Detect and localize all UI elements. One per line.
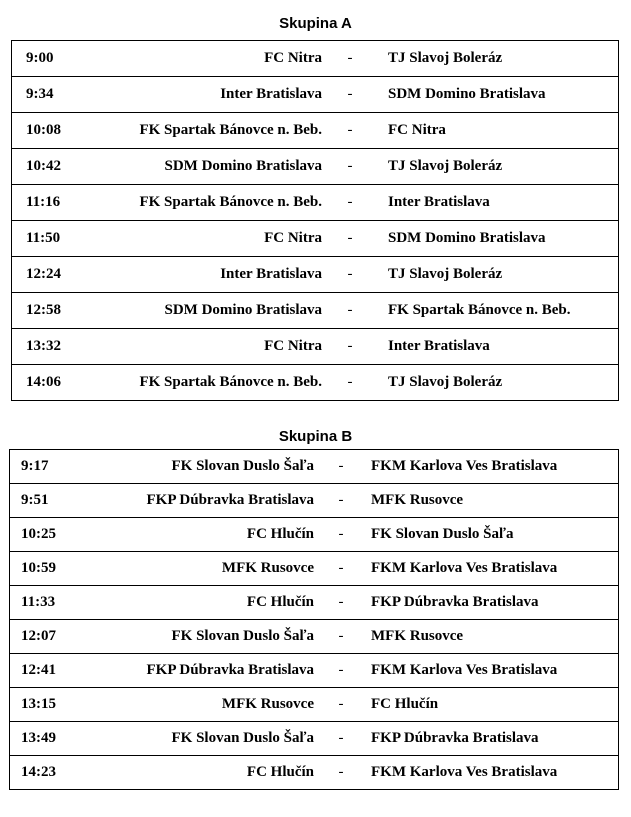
- vs-separator: -: [322, 113, 378, 149]
- away-team: Inter Bratislava: [378, 185, 619, 221]
- home-team: FK Spartak Bánovce n. Beb.: [96, 185, 322, 221]
- vs-separator: -: [322, 41, 378, 77]
- vs-separator: -: [314, 518, 368, 552]
- home-team: FC Nitra: [96, 329, 322, 365]
- vs-separator: -: [322, 329, 378, 365]
- vs-separator: -: [314, 484, 368, 518]
- away-team: TJ Slavoj Boleráz: [378, 149, 619, 185]
- match-row: [10, 586, 619, 620]
- away-team: FKM Karlova Ves Bratislava: [368, 756, 619, 790]
- vs-separator: -: [322, 293, 378, 329]
- match-time: 10:25: [10, 518, 85, 552]
- match-row: [12, 185, 619, 221]
- vs-separator: -: [322, 185, 378, 221]
- match-row: [10, 552, 619, 586]
- match-row: [10, 620, 619, 654]
- away-team: FK Spartak Bánovce n. Beb.: [378, 293, 619, 329]
- away-team: FKM Karlova Ves Bratislava: [368, 552, 619, 586]
- away-team: SDM Domino Bratislava: [378, 77, 619, 113]
- home-team: MFK Rusovce: [84, 688, 314, 722]
- away-team: TJ Slavoj Boleráz: [378, 365, 619, 401]
- vs-separator: -: [322, 365, 378, 401]
- match-row: [12, 77, 619, 113]
- home-team: FC Hlučín: [84, 756, 314, 790]
- away-team: TJ Slavoj Boleráz: [378, 257, 619, 293]
- match-time: 13:49: [10, 722, 85, 756]
- away-team: FK Slovan Duslo Šaľa: [368, 518, 619, 552]
- match-row: [12, 149, 619, 185]
- away-team: FC Hlučín: [368, 688, 619, 722]
- match-time: 10:59: [10, 552, 85, 586]
- match-time: 11:16: [12, 185, 97, 221]
- match-row: [12, 293, 619, 329]
- vs-separator: -: [314, 586, 368, 620]
- match-time: 14:23: [10, 756, 85, 790]
- vs-separator: -: [322, 221, 378, 257]
- match-time: 10:42: [12, 149, 97, 185]
- match-time: 13:15: [10, 688, 85, 722]
- match-row: [10, 756, 619, 790]
- match-row: [12, 113, 619, 149]
- away-team: FC Nitra: [378, 113, 619, 149]
- away-team: MFK Rusovce: [368, 484, 619, 518]
- vs-separator: -: [314, 450, 368, 484]
- home-team: SDM Domino Bratislava: [96, 293, 322, 329]
- away-team: MFK Rusovce: [368, 620, 619, 654]
- away-team: FKM Karlova Ves Bratislava: [368, 450, 619, 484]
- vs-separator: -: [314, 688, 368, 722]
- match-time: 12:41: [10, 654, 85, 688]
- match-row: [10, 518, 619, 552]
- away-team: SDM Domino Bratislava: [378, 221, 619, 257]
- vs-separator: -: [322, 77, 378, 113]
- home-team: Inter Bratislava: [96, 257, 322, 293]
- home-team: FK Spartak Bánovce n. Beb.: [96, 113, 322, 149]
- match-time: 10:08: [12, 113, 97, 149]
- match-row: [10, 688, 619, 722]
- group-b-title: Skupina B: [278, 428, 353, 445]
- match-time: 9:17: [10, 450, 85, 484]
- home-team: FC Nitra: [96, 41, 322, 77]
- match-row: [12, 257, 619, 293]
- home-team: Inter Bratislava: [96, 77, 322, 113]
- vs-separator: -: [314, 756, 368, 790]
- match-row: [12, 221, 619, 257]
- home-team: FC Hlučín: [84, 518, 314, 552]
- match-row: [10, 722, 619, 756]
- match-time: 11:33: [10, 586, 85, 620]
- home-team: FK Slovan Duslo Šaľa: [84, 620, 314, 654]
- match-time: 12:07: [10, 620, 85, 654]
- away-team: FKP Dúbravka Bratislava: [368, 722, 619, 756]
- away-team: FKM Karlova Ves Bratislava: [368, 654, 619, 688]
- home-team: FC Hlučín: [84, 586, 314, 620]
- match-time: 13:32: [12, 329, 97, 365]
- home-team: SDM Domino Bratislava: [96, 149, 322, 185]
- match-time: 12:58: [12, 293, 97, 329]
- home-team: FC Nitra: [96, 221, 322, 257]
- match-time: 12:24: [12, 257, 97, 293]
- match-time: 14:06: [12, 365, 97, 401]
- home-team: FK Slovan Duslo Šaľa: [84, 722, 314, 756]
- vs-separator: -: [314, 552, 368, 586]
- vs-separator: -: [314, 722, 368, 756]
- match-time: 9:51: [10, 484, 85, 518]
- group-b-schedule-table: [9, 449, 619, 790]
- home-team: FKP Dúbravka Bratislava: [84, 484, 314, 518]
- home-team: FK Slovan Duslo Šaľa: [84, 450, 314, 484]
- group-a-title: Skupina A: [279, 15, 352, 32]
- away-team: Inter Bratislava: [378, 329, 619, 365]
- match-row: [12, 41, 619, 77]
- match-time: 11:50: [12, 221, 97, 257]
- match-row: [10, 450, 619, 484]
- home-team: FK Spartak Bánovce n. Beb.: [96, 365, 322, 401]
- group-a-schedule-table: [11, 40, 619, 401]
- match-time: 9:34: [12, 77, 97, 113]
- match-row: [12, 329, 619, 365]
- match-row: [10, 654, 619, 688]
- home-team: FKP Dúbravka Bratislava: [84, 654, 314, 688]
- away-team: TJ Slavoj Boleráz: [378, 41, 619, 77]
- match-row: [12, 365, 619, 401]
- vs-separator: -: [314, 620, 368, 654]
- match-time: 9:00: [12, 41, 97, 77]
- match-row: [10, 484, 619, 518]
- vs-separator: -: [322, 257, 378, 293]
- vs-separator: -: [314, 654, 368, 688]
- vs-separator: -: [322, 149, 378, 185]
- home-team: MFK Rusovce: [84, 552, 314, 586]
- away-team: FKP Dúbravka Bratislava: [368, 586, 619, 620]
